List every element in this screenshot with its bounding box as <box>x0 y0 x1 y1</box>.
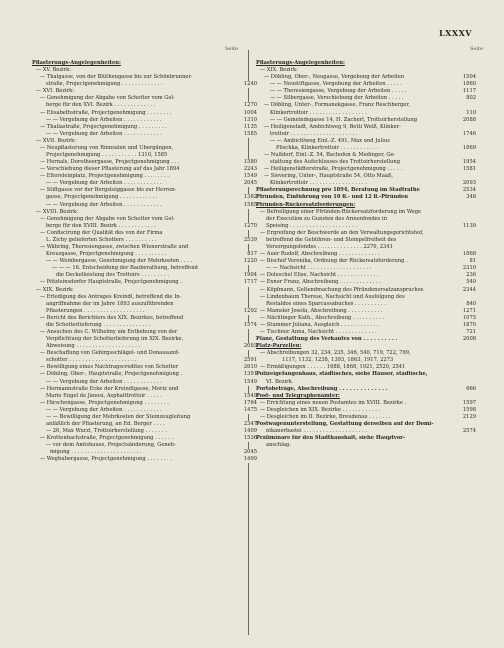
index-entry-page: 1310 <box>243 116 257 123</box>
index-entry <box>32 272 257 279</box>
index-entry <box>32 393 257 400</box>
index-entry <box>32 202 257 209</box>
index-entry-text: Verpflichtung der Schotterlieferung im XIX. Bezirke, <box>46 336 184 343</box>
index-entry-page: 666 <box>466 385 476 392</box>
index-entry-page: 1270 <box>243 102 257 109</box>
index-entry-text: Klinkertrottoir . . . . . . . . . . . . . . . . . . <box>270 180 367 187</box>
index-entry-text: Klinkertrottoir . . . . . . . . . . . . . . . . . . <box>270 109 367 116</box>
index-entry-text: nikanerbastei . . . . . . . . . . . . . . . . . . . . <box>266 428 368 435</box>
column-label-right: Seite <box>470 46 483 52</box>
index-entry-text: Pflasterungen . . . . . . . . . . . . . . . . . . . <box>46 307 145 314</box>
index-entry <box>32 421 257 428</box>
index-entry-page: 1536 <box>243 435 257 442</box>
index-entry-text: Präliminare für den Stadthaushalt, siehe Hauptvor- <box>256 435 406 442</box>
index-entry <box>256 202 476 209</box>
index-entry <box>256 315 476 322</box>
index-entry <box>32 414 257 421</box>
index-entry-text: anschlag. <box>266 442 291 449</box>
index-column-left <box>32 60 257 463</box>
index-entry-text: Projectgenehmigung . . . . . . . . . . . 1310, 1585 <box>46 152 168 159</box>
index-entry <box>256 110 476 117</box>
index-entry <box>32 322 257 329</box>
index-entry-text: Marie Engel de Jánosi, Asphalttrottoir . . . . . <box>46 392 162 399</box>
index-entry-text: — Exner Franz, Abschreibung . . . . . . . . . . . . . <box>260 279 381 286</box>
index-entry <box>256 102 476 109</box>
index-entry-text: — — Nachsicht . . . . . . . . . . . . . . . . . . . . <box>266 265 372 272</box>
index-entry-page: 1580 <box>243 159 257 166</box>
index-entry <box>32 173 257 180</box>
index-entry-text: — Währing, Theresiengasse, zwischen Wienerstraße und <box>40 244 189 251</box>
index-entry <box>32 166 257 173</box>
index-entry <box>32 428 257 435</box>
index-entry-text: — Ansuchen des C. Wilhelmy um Enthebung von der <box>40 328 178 335</box>
index-entry-page: 110 <box>466 109 476 116</box>
index-entry-text: Pflasterungs-Angelegenheiten: <box>32 60 121 66</box>
index-entry-text: — Heiligenstädterstraße, Projectgenehmigung . . . . . <box>264 166 403 173</box>
index-entry <box>256 301 476 308</box>
index-entry <box>32 74 257 81</box>
index-entry <box>256 223 476 230</box>
index-entry <box>256 180 476 187</box>
index-entry-page: 840 <box>466 300 476 307</box>
index-entry <box>32 343 257 350</box>
index-entry <box>256 414 476 421</box>
index-entry-page: 1382 <box>243 194 257 201</box>
index-entry <box>256 117 476 124</box>
index-entry <box>32 216 257 223</box>
index-entry <box>32 315 257 322</box>
index-entry-page: 81 <box>469 258 476 265</box>
index-entry-text: — Hernals, Dorotheergasse, Projectgenehmigung . . . <box>40 159 180 166</box>
index-entry <box>256 166 476 173</box>
index-entry <box>32 265 257 272</box>
index-entry-page: 1574 <box>243 321 257 328</box>
index-column-right <box>256 60 476 449</box>
index-entry-text: — Mamsler Josefa, Abschreibung . . . . . . . . . . . <box>260 307 383 314</box>
index-entry <box>256 343 476 350</box>
index-entry <box>32 251 257 258</box>
index-entry-text: — Eltereleinplatz, Projectgenehmigung . . . . . . . . <box>40 173 169 180</box>
index-entry-text: Pfründen, Einführung von 10 fl.- und 12 fl.-Pfründen <box>256 194 408 201</box>
index-entry <box>32 357 257 364</box>
index-entry-page: 2574 <box>462 428 476 435</box>
index-entry-page: 1504 <box>462 74 476 81</box>
index-entry <box>32 287 257 294</box>
index-entry-text: — Stummer Juliana, Ausgleich . . . . . . . . . . . . <box>260 321 379 328</box>
index-entry <box>32 258 257 265</box>
index-entry <box>256 364 476 371</box>
index-entry-text: — Verschiebung dieser Pflasterung auf das Jahr 1894 <box>40 166 180 173</box>
index-entry <box>32 364 257 371</box>
index-entry-text: — XV. Bezirk: <box>36 67 71 74</box>
index-entry-page: 1270 <box>243 222 257 229</box>
index-entry <box>32 180 257 187</box>
index-entry-page: 2088 <box>462 116 476 123</box>
index-entry-page: 2591 <box>243 357 257 364</box>
index-entry <box>256 379 476 386</box>
index-entry-page: 2093 <box>243 343 257 350</box>
index-entry <box>32 386 257 393</box>
index-entry-text: — Krottenbachstraße, Projectgenehmigung . . . . . . <box>40 435 174 442</box>
index-entry-text: Restaldos eines Sparcassabuches . . . . . . . . . . <box>266 300 387 307</box>
index-entry <box>256 173 476 180</box>
index-entry-page: 1585 <box>243 130 257 137</box>
index-entry-page: 540 <box>466 279 476 286</box>
index-entry-text: — Bischof Veronika, Ordnung der Rückersatzforderung . <box>260 258 408 265</box>
index-entry-text: anläßlich der Pflasterung, an Ed. Berger . . . . <box>46 420 165 427</box>
index-entry-page: 2534 <box>462 187 476 194</box>
index-entry-page: 1860 <box>462 81 476 88</box>
index-entry <box>256 216 476 223</box>
index-entry <box>32 67 257 74</box>
index-entry-page: 1409 <box>243 428 257 435</box>
index-entry-text: — Abschreibungen 32, 234, 235, 346, 540, 719, 722, 799, <box>260 350 411 357</box>
index-entry-text: — — Bewilligung der Mehrkosten der Steinzeugleitung <box>46 413 191 420</box>
index-entry <box>32 152 257 159</box>
index-entry-text: — Döbling, Ober-, Neugasse, Vergebung der Arbeiten <box>264 74 405 81</box>
index-entry-text: — Neupflasterung von Rinnsalen und Übergängen, <box>40 144 174 151</box>
index-entry <box>32 308 257 315</box>
index-entry-text: Post- und Telegraphenämter: <box>256 392 340 399</box>
index-entry <box>256 209 476 216</box>
index-entry-text: — — Ambichlweg Einl.-Z. 491, Max und Julius <box>270 137 390 144</box>
index-entry <box>256 145 476 152</box>
index-entry-text: VI. Bezirk. <box>266 378 294 385</box>
index-entry-page: 1868 <box>462 251 476 258</box>
index-entry <box>256 88 476 95</box>
index-entry-text: — — Vergebung der Arbeiten . . . . . . . . . . . . <box>46 201 162 208</box>
index-entry-text: — Confiscirung der Qualität des von der Firma <box>40 229 163 236</box>
index-entry-text: — Hermannstraße Ecke der Kreindlgasse, Moriz und <box>40 385 179 392</box>
index-entry <box>32 244 257 251</box>
index-entry <box>32 187 257 194</box>
index-entry-page: 1499 <box>243 456 257 463</box>
index-entry-text: — Lindenbaum Therese, Nachsicht und Ausfolgung des <box>260 293 405 300</box>
index-entry-page: 2610 <box>243 364 257 371</box>
index-entry-text: 1117, 1132, 1238, 1393, 1863, 1917, 2273 <box>282 357 394 364</box>
index-entry <box>32 279 257 286</box>
index-entry-text: — Auer Rudolf, Abschreibung . . . . . . . . . . . . . <box>260 251 380 258</box>
index-entry-text: Kreuzgasse, Projectgenehmigung . . . . . . . . . . <box>46 251 167 258</box>
index-entry <box>32 230 257 237</box>
index-entry-page: 236 <box>466 272 476 279</box>
index-entry <box>256 152 476 159</box>
index-entry-text: gasse, Projectgenehmigung . . . . . . . . . . . . <box>46 194 158 201</box>
index-entry <box>32 138 257 145</box>
index-entry-text: die Deckelleistung des Trottoirs . . . . . . . . . <box>56 272 170 279</box>
index-entry-text: — Desgleichen im II. Bezirke, Breudenau . . . . . . . <box>260 413 391 420</box>
index-entry <box>32 88 257 95</box>
index-entry-text: — XVIII. Bezirk: <box>36 208 78 215</box>
index-entry-page: 2093 <box>462 180 476 187</box>
index-entry <box>256 187 476 194</box>
index-entry-text: — Döbling, Unter-, Formanekgasse, Franz Reschberger, <box>264 102 410 109</box>
index-entry-text: — Genehmigung der Abgabe von Schotter vom Gel- <box>40 215 175 222</box>
index-entry <box>256 357 476 364</box>
index-entry <box>32 456 257 463</box>
index-entry <box>32 131 257 138</box>
index-entry-text: Speising . . . . . . . . . . . . . . . . . . . . . <box>266 222 358 229</box>
index-entry <box>256 230 476 237</box>
index-entry-page: 2129 <box>462 413 476 420</box>
index-entry-text: — Stiftgasse vor der Bergsteiggasse bis zur Herren- <box>40 187 177 194</box>
index-entry <box>256 336 476 343</box>
index-entry-text: — Doleschel Elise, Nachsicht . . . . . . . . . . . . . <box>260 272 379 279</box>
index-entry-text: Versorgungsfondes . . . . . . . . . . . . . . 2270, 2341 <box>266 244 393 251</box>
index-entry <box>32 124 257 131</box>
index-entry <box>256 95 476 102</box>
index-entry-text: der Execution zu Gunsten des Armenfondes in <box>266 215 388 222</box>
index-entry-page: 1870 <box>462 321 476 328</box>
index-entry-text: Platz-Parzellen: <box>256 343 302 350</box>
index-entry-text: — Errichtung eines neuen Postamtes im XVIII. Bezirke . <box>260 399 407 406</box>
index-entry <box>256 81 476 88</box>
index-entry <box>32 95 257 102</box>
index-entry <box>256 294 476 301</box>
index-entry-text: — Pötzleinsdorfer Hauptstraße, Projectgenehmigung . <box>40 279 182 286</box>
index-entry-text: — Befreiligung einer Pfründen-Rückersatzforderung im Wege <box>260 208 422 215</box>
index-entry-text: Pfründen-Rückersatzforderungen: <box>256 201 356 208</box>
index-entry <box>256 322 476 329</box>
index-entry-text: — Beschaffung von Gebirgsschlägel- und Donausand- <box>40 350 180 357</box>
index-entry-page: 1271 <box>462 307 476 314</box>
index-entry-page: 2008 <box>462 336 476 343</box>
index-entry-page: 1904 <box>243 272 257 279</box>
index-entry-text: — — Vergebung der Arbeiten . . . . . . . . . . . . <box>46 378 162 385</box>
index-entry-text: — — — 16. Entscheidung der Bauberathung, betreffend <box>52 265 198 272</box>
index-entry-text: — 26, Max Wurzl, Trottoirherstellung . . . . . . . <box>46 428 167 435</box>
index-entry-page: 1135 <box>243 123 257 130</box>
index-entry <box>32 159 257 166</box>
index-entry-page: 1220 <box>243 258 257 265</box>
index-entry-text: — XVII. Bezirk: <box>36 137 76 144</box>
index-entry <box>256 124 476 131</box>
index-entry-page: 1581 <box>462 166 476 173</box>
index-entry-text: migung . . . . . . . . . . . . . . . . . . . . . . <box>50 449 142 456</box>
index-entry-text: — Weghubergasse, Projectgenehmigung . . . . . . . . <box>40 456 172 463</box>
index-entry-page: 1240 <box>243 81 257 88</box>
index-entry-page: 721 <box>466 328 476 335</box>
index-entry-page: 1954 <box>462 159 476 166</box>
index-entry <box>32 407 257 414</box>
index-entry <box>32 449 257 456</box>
index-entry <box>32 442 257 449</box>
index-entry <box>256 272 476 279</box>
index-entry-text: die Schotterlieferung . . . . . . . . . . . . . . . <box>46 321 151 328</box>
index-entry <box>256 386 476 393</box>
index-entry-text: — vor dem Amtshause, Projectsänderung, Geneh- <box>46 442 176 449</box>
index-entry-page: 2344 <box>462 286 476 293</box>
index-entry <box>32 209 257 216</box>
index-entry-text: — Erledigung des Antrages Kreindl, betreffend die In- <box>40 293 182 300</box>
index-entry <box>256 407 476 414</box>
index-entry-page: 1139 <box>462 222 476 229</box>
index-entry-text: — Döbling, Ober-, Hauptstraße, Projectgenehmigung . <box>40 371 183 378</box>
index-entry <box>256 74 476 81</box>
index-entry <box>32 102 257 109</box>
index-entry-page: 1764 <box>243 399 257 406</box>
index-entry-page: 2045 <box>243 180 257 187</box>
index-entry-page: 1869 <box>462 144 476 151</box>
index-entry-page: 1549 <box>243 392 257 399</box>
index-entry <box>32 379 257 386</box>
index-entry-page: 2243 <box>243 166 257 173</box>
index-entry <box>32 435 257 442</box>
index-entry <box>32 336 257 343</box>
index-entry-text: — Nächtinger Kath., Abschreibung . . . . . . . . . . <box>260 314 385 321</box>
index-entry-text: — XIX. Bezirk: <box>260 67 298 74</box>
index-entry <box>256 67 476 74</box>
index-entry-text: — Tischner Anna, Nachsicht . . . . . . . . . . . . . <box>260 328 377 335</box>
index-entry <box>32 400 257 407</box>
index-entry-text: stattung des Aufschlusses des Trottoirherstellung <box>270 159 401 166</box>
index-entry <box>32 81 257 88</box>
index-entry-text: — — Vergebung der Arbeiten . . . . . . . . . . . . <box>46 180 162 187</box>
index-entry-page: 1598 <box>462 406 476 413</box>
index-entry <box>256 138 476 145</box>
index-entry <box>256 251 476 258</box>
index-entry <box>256 258 476 265</box>
index-entry-text: Polizeigefangenhaus, städtisches, siehe Häuser, städtische, <box>256 371 428 378</box>
index-entry-page: 1475 <box>243 406 257 413</box>
index-entry-page: 2347 <box>243 420 257 427</box>
index-entry <box>256 60 476 67</box>
index-entry-text: straße, Projectgenehmigung . . . . . . . . . . . . . <box>46 81 163 88</box>
index-entry-text: — — Weinbergasse, Genehmigung der Mehrkosten . . . . <box>46 258 193 265</box>
index-entry <box>256 287 476 294</box>
index-entry-text: L. Zichy gelieferten Schotters . . . . . . . . . . <box>46 236 157 243</box>
index-entry <box>256 237 476 244</box>
index-entry-text: — — Silbergasse, Verschiebung der Arbeiten . . . . . <box>270 95 404 102</box>
index-entry <box>256 308 476 315</box>
index-entry-text: Portobeträge, Abschreibung . . . . . . . . . . . . . . <box>256 385 388 392</box>
index-entry <box>256 265 476 272</box>
index-entry-page: 1292 <box>243 307 257 314</box>
index-entry-text: — Sievering, Unter-, Hauptstraße 54, Otto Maaß, <box>264 173 394 180</box>
index-entry-text: berge für den XVIII. Bezirk . . . . . . . . . . . . <box>46 222 157 229</box>
index-entry-text: — — Gemeindegasse 14, H. Zacherl, Trottoirherstellung <box>270 116 418 123</box>
index-entry-text: Plischka, Klinkertrottoir . . . . . . . . . . . . <box>276 144 379 151</box>
index-entry <box>256 244 476 251</box>
index-entry-text: trottoir . . . . . . . . . . . . . . . . . . . . . <box>270 130 358 137</box>
index-entry-page: 1585 <box>243 201 257 208</box>
index-entry <box>32 117 257 124</box>
index-entry <box>256 131 476 138</box>
index-entry-text: — Köpfmann, Geltendmachung des Pfründenersatzanspruches <box>260 286 424 293</box>
index-entry-text: — Bericht des Berichters des XIX. Bezirkes, betreffend <box>40 314 184 321</box>
index-entry-text: — Heiligenstadt, Ambichlweg 9, Betti Weiß, Klinker- <box>264 123 401 130</box>
index-entry <box>256 421 476 428</box>
index-entry-page: 1549 <box>243 378 257 385</box>
index-entry <box>32 110 257 117</box>
index-entry-text: Pläne, Gestattung des Verkaufes von . . . . . . . . . . <box>256 336 398 343</box>
index-entry-page: 1597 <box>462 399 476 406</box>
index-entry <box>256 393 476 400</box>
index-entry <box>256 194 476 201</box>
index-entry <box>256 428 476 435</box>
index-entry-page: 1717 <box>243 279 257 286</box>
index-entry-text: — Ermäßigungen . . . . . . 1688, 1868, 1921, 2520, 2541 <box>260 364 406 371</box>
index-entry-text: angriffnahme der im Jahre 1893 auszuführenden <box>46 300 174 307</box>
index-entry-text: berge für den XVI. Bezirk . . . . . . . . . . . . . <box>46 102 156 109</box>
index-entry <box>32 350 257 357</box>
index-entry-page: 1391 <box>243 371 257 378</box>
index-entry-text: Abweisung . . . . . . . . . . . . . . . . . . . . <box>46 343 141 350</box>
index-entry-page: 1549 <box>243 173 257 180</box>
index-entry-text: — Elisabethstraße, Projectgenehmigung . . . . . . . . <box>40 109 172 116</box>
index-entry-page: 348 <box>466 194 476 201</box>
index-entry-text: — — Theresiengasse, Vergebung der Arbeiten . . . . . <box>270 88 407 95</box>
index-entry <box>256 442 476 449</box>
index-entry <box>256 159 476 166</box>
index-entry <box>32 301 257 308</box>
index-entry <box>32 294 257 301</box>
index-entry <box>32 329 257 336</box>
index-entry <box>32 237 257 244</box>
column-label-left: Seite <box>225 46 238 52</box>
index-entry <box>256 350 476 357</box>
index-entry-page: 1117 <box>462 88 476 95</box>
index-entry-text: — Thaliastraße, Projectgenehmigung . . . . . . . . . <box>40 123 167 130</box>
index-entry-text: — Ergreifung der Beschwerde an den Verwaltungsgerichtshof, <box>260 229 424 236</box>
index-entry <box>32 60 257 67</box>
index-entry-text: — — Vergebung der Arbeiten . . . . . . . . . . . . <box>46 130 162 137</box>
index-entry <box>256 371 476 378</box>
index-entry-text: betreffend die Gebühren- und Stempelfreiheit des <box>266 236 397 243</box>
index-entry-page: 1004 <box>243 109 257 116</box>
index-entry <box>256 400 476 407</box>
index-entry <box>256 435 476 442</box>
index-entry-text: — Bewilligung eines Nachtragscredites von Schotter <box>40 364 179 371</box>
index-entry-page: 2310 <box>462 265 476 272</box>
index-entry <box>256 329 476 336</box>
index-entry-page: 1746 <box>462 130 476 137</box>
index-entry-text: Pflasterungs-Angelegenheiten: <box>256 60 345 66</box>
index-entry-text: schotter . . . . . . . . . . . . . . . . . . . . . <box>46 357 137 364</box>
index-entry-page: 2539 <box>243 236 257 243</box>
index-entry-text: — Nußdorf, Einl.-Z. 54, Bachofen & Medinger, Ge- <box>264 152 396 159</box>
index-entry-page: 817 <box>247 251 257 258</box>
index-entry-text: — Genehmigung der Abgabe von Schotter vom Gel- <box>40 95 175 102</box>
index-entry-text: — XVI. Bezirk: <box>36 88 74 95</box>
index-entry <box>32 371 257 378</box>
index-entry <box>32 194 257 201</box>
index-entry-text: — — Vergebung der Arbeiten . . . . . . . . . . . . <box>46 406 162 413</box>
index-entry-text: — Desgleichen im XIX. Bezirke . . . . . . . . . . . . <box>260 406 381 413</box>
index-entry-text: — Thalgasse, von der Blüthengasse bis zur Schönbrunner- <box>40 74 193 81</box>
index-entry-text: — Hirschengasse, Projectgenehmigung . . . . . . . . <box>40 399 169 406</box>
index-entry <box>256 279 476 286</box>
index-entry-text: — XIX. Bezirk: <box>36 286 74 293</box>
index-entry-text: — — Vergebung der Arbeiten . . . . . . . . . . . . <box>46 116 162 123</box>
index-entry-text: Pflasterungsrechnung pro 1894, Beratung im Stadtrathe <box>256 187 420 194</box>
index-entry-page: 802 <box>466 95 476 102</box>
index-entry <box>32 223 257 230</box>
index-entry-page: 2045 <box>243 449 257 456</box>
index-entry-text: — — Neustiftgasse, Vergebung der Arbeiten . . . . . <box>270 81 402 88</box>
index-entry-page: 1075 <box>462 314 476 321</box>
page-number: LXXXV <box>439 28 472 38</box>
index-entry <box>32 145 257 152</box>
index-entry-text: Postwagenunterstellung, Gestattung derselben auf der Domi- <box>256 420 434 427</box>
